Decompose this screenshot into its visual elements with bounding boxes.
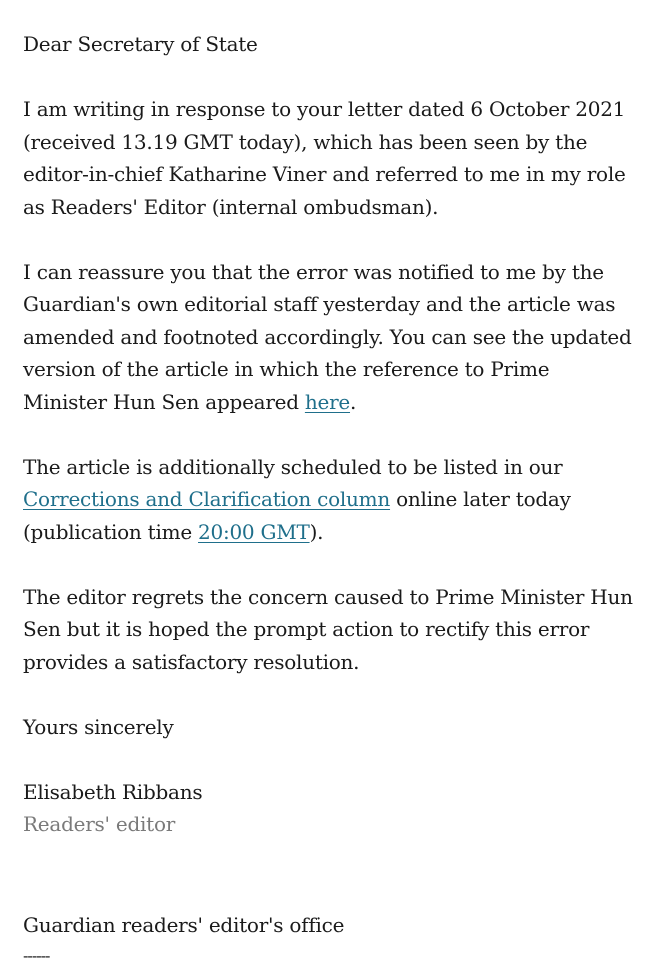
corrections-column-link[interactable]: Corrections and Clarification column [23, 487, 391, 511]
separator: ------ [23, 946, 50, 965]
publication-time-link[interactable]: 20:00 GMT [198, 519, 310, 544]
office-name: Guardian readers' editor's office [23, 912, 345, 937]
paragraph-response: I am writing in response to your letter dated 6 October 2021 (received 13.19 GMT today), which has been seen by the editor-in-chief Katharine Viner and referred to me in my role as Readers' Editor (internal ombudsman). [23, 97, 626, 219]
article-link[interactable]: here [304, 389, 351, 414]
paragraph-schedule-pre: The article is additionally scheduled to be listed in our [23, 454, 563, 479]
paragraph-schedule-end: ). [309, 519, 324, 544]
paragraph-regret: The editor regrets the concern caused to Prime Minister Hun Sen but it is hoped the prompt action to rectify this error provides a satisfactory resolution. [23, 584, 633, 674]
paragraph-correction-end: . [350, 389, 357, 414]
signature-role: Readers' editor [23, 812, 176, 836]
closing: Yours sincerely [23, 714, 174, 739]
signature-name: Elisabeth Ribbans [23, 779, 203, 804]
paragraph-correction [23, 256, 638, 419]
paragraph-schedule-mid: online later today (publication time [23, 487, 571, 544]
paragraph-schedule [23, 451, 638, 549]
salutation: Dear Secretary of State [23, 32, 258, 56]
letter-body [23, 28, 638, 969]
paragraph-correction-text: I can reassure you that the error was notified to me by the Guardian's own editorial staff yesterday and the article was amended and footnoted accordingly. You can see the updated version of the article in which the reference to Prime Minister Hun Sen appeared [23, 259, 632, 414]
